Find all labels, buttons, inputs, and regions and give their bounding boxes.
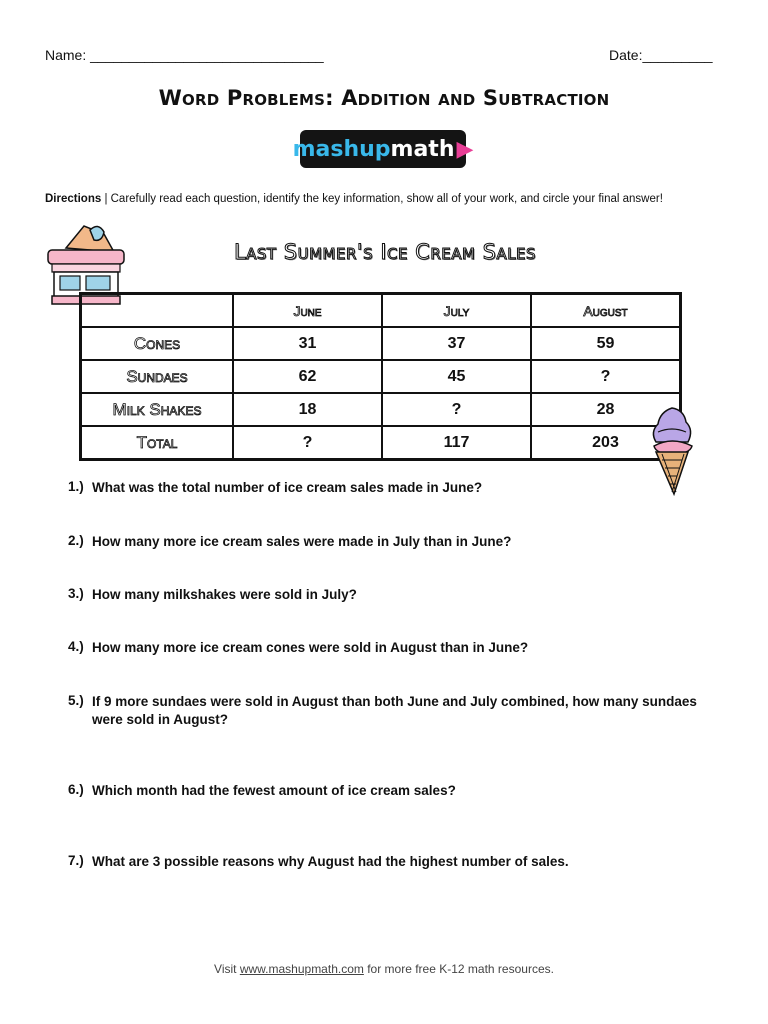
- row-label: Milk Shakes: [81, 393, 234, 426]
- question-7: [68, 853, 718, 871]
- directions-label: Directions: [45, 193, 102, 205]
- question-text: What was the total number of ice cream sales made in June?: [92, 480, 483, 495]
- table-header-cell: August: [531, 294, 681, 328]
- table-cell: 31: [233, 327, 382, 360]
- question-4: [68, 639, 718, 657]
- ice-cream-sales-table: [79, 292, 682, 461]
- table-row: [81, 360, 681, 393]
- table-cell: 59: [531, 327, 681, 360]
- footer: [0, 962, 768, 976]
- table-cell: 117: [382, 426, 531, 460]
- logo-text-mashup: mashup: [292, 136, 391, 162]
- question-number: 2.): [68, 533, 84, 548]
- table-cell: ?: [382, 393, 531, 426]
- table-header-cell: [81, 294, 234, 328]
- directions-text: | Carefully read each question, identify the key information, show all of your work, and circle your final answer!: [101, 193, 663, 205]
- name-field-label: Name: ______________________________: [45, 47, 324, 63]
- question-number: 7.): [68, 853, 84, 868]
- question-1: [68, 479, 718, 497]
- question-number: 3.): [68, 586, 84, 601]
- mashupmath-logo: [292, 130, 474, 168]
- question-text: How many more ice cream cones were sold in August than in June?: [92, 640, 529, 655]
- question-2: [68, 533, 718, 551]
- table-cell: ?: [531, 360, 681, 393]
- table-row: [81, 327, 681, 360]
- logo-text-math: math: [390, 136, 455, 162]
- question-number: 6.): [68, 782, 84, 797]
- question-5: [68, 693, 718, 729]
- row-label: Total: [81, 426, 234, 460]
- table-header-row: [81, 294, 681, 328]
- question-3: [68, 586, 718, 604]
- question-text: How many more ice cream sales were made in July than in June?: [92, 534, 512, 549]
- table-header-cell: June: [233, 294, 382, 328]
- row-label: Cones: [81, 327, 234, 360]
- table-title: Last Summer's Ice Cream Sales: [233, 240, 537, 264]
- table-cell: 28: [531, 393, 681, 426]
- table-row: [81, 426, 681, 460]
- footer-suffix: for more free K-12 math resources.: [363, 962, 554, 976]
- date-field-label: Date:_________: [609, 47, 713, 63]
- play-icon: ▶: [456, 136, 474, 162]
- table-cell: 18: [233, 393, 382, 426]
- question-text: How many milkshakes were sold in July?: [92, 587, 357, 602]
- question-text: What are 3 possible reasons why August had the highest number of sales.: [92, 854, 569, 869]
- question-number: 1.): [68, 479, 84, 494]
- website-link[interactable]: www.mashupmath.com: [239, 962, 364, 976]
- table-cell: 37: [382, 327, 531, 360]
- table-cell: 45: [382, 360, 531, 393]
- footer-prefix: Visit: [214, 962, 240, 976]
- table-cell: 203: [531, 426, 681, 460]
- worksheet-title: Word Problems: Addition and Subtraction: [158, 86, 610, 110]
- row-label: Sundaes: [81, 360, 234, 393]
- table-row: [81, 393, 681, 426]
- table-cell: 62: [233, 360, 382, 393]
- question-number: 4.): [68, 639, 84, 654]
- table-header-cell: July: [382, 294, 531, 328]
- question-text: Which month had the fewest amount of ice cream sales?: [92, 783, 456, 798]
- directions: [45, 193, 735, 205]
- question-6: [68, 782, 718, 800]
- table-cell: ?: [233, 426, 382, 460]
- question-text: If 9 more sundaes were sold in August than both June and July combined, how many sundaes were sold in August?: [92, 694, 697, 727]
- question-number: 5.): [68, 693, 84, 708]
